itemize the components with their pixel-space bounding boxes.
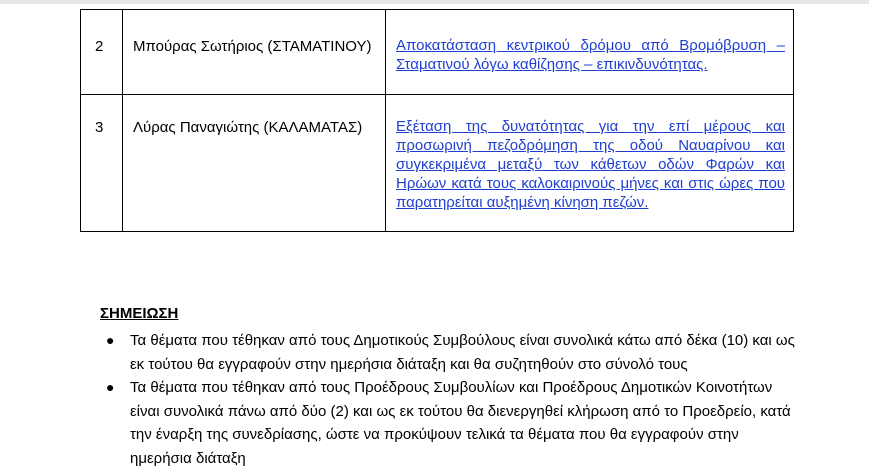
list-item <box>100 376 800 470</box>
note-list <box>100 329 800 470</box>
row-number: 2 <box>95 38 104 55</box>
note-section <box>100 305 800 470</box>
councillor-name: Λύρας Παναγιώτης (ΚΑΛΑΜΑΤΑΣ) <box>133 119 363 136</box>
subject-link[interactable]: Εξέταση της δυνατότητας για την επί μέρους και προσωρινή πεζοδρόμηση της οδού Ναυαρίνου και συγκεκριμένα μεταξύ των κάθετων οδών Φαρών και Ηρώων κατά τους καλοκαιρινούς μήνες και στις ώρες που παρατηρείται αυξημένη κίνηση πεζών. <box>396 118 785 211</box>
table-row <box>81 95 794 232</box>
table-row <box>81 10 794 95</box>
note-bullet-text: Τα θέματα που τέθηκαν από τους Δημοτικούς Συμβούλους είναι συνολικά κάτω από δέκα (10) και ως εκ τούτου θα εγγραφούν στην ημερήσια διάταξη και θα συζητηθούν στο σύνολό τους <box>130 332 795 373</box>
note-bullet-text: Τα θέματα που τέθηκαν από τους Προέδρους Συμβουλίων και Προέδρους Δημοτικών Κοινοτήτων είναι συνολικά πάνω από δύο (2) και ως εκ τούτου θα διενεργηθεί κλήρωση από το Προεδρείο, κατά την έναρξη της συνεδρίασης, ώστε να προκύψουν τελικά τα θέματα που θα εγγραφούν στην ημερήσια διάταξη <box>130 379 791 467</box>
councillor-name-cell <box>123 95 386 232</box>
subject-link[interactable]: Αποκατάσταση κεντρικού δρόμου από Βρομόβρυση – Σταματινού λόγω καθίζησης – επικινδυνότητας. <box>396 37 785 73</box>
bullet-icon: ● <box>106 379 115 395</box>
top-edge-bar <box>0 0 869 4</box>
agenda-table <box>80 9 794 232</box>
subject-cell <box>386 95 794 232</box>
note-title: ΣΗΜΕΙΩΣΗ <box>100 305 179 322</box>
row-number-cell <box>81 95 123 232</box>
row-number-cell <box>81 10 123 95</box>
bullet-icon: ● <box>106 332 115 348</box>
councillor-name: Μπούρας Σωτήριος (ΣΤΑΜΑΤΙΝΟΥ) <box>133 38 372 55</box>
councillor-name-cell <box>123 10 386 95</box>
list-item <box>100 329 800 376</box>
subject-cell <box>386 10 794 95</box>
row-number: 3 <box>95 119 104 136</box>
